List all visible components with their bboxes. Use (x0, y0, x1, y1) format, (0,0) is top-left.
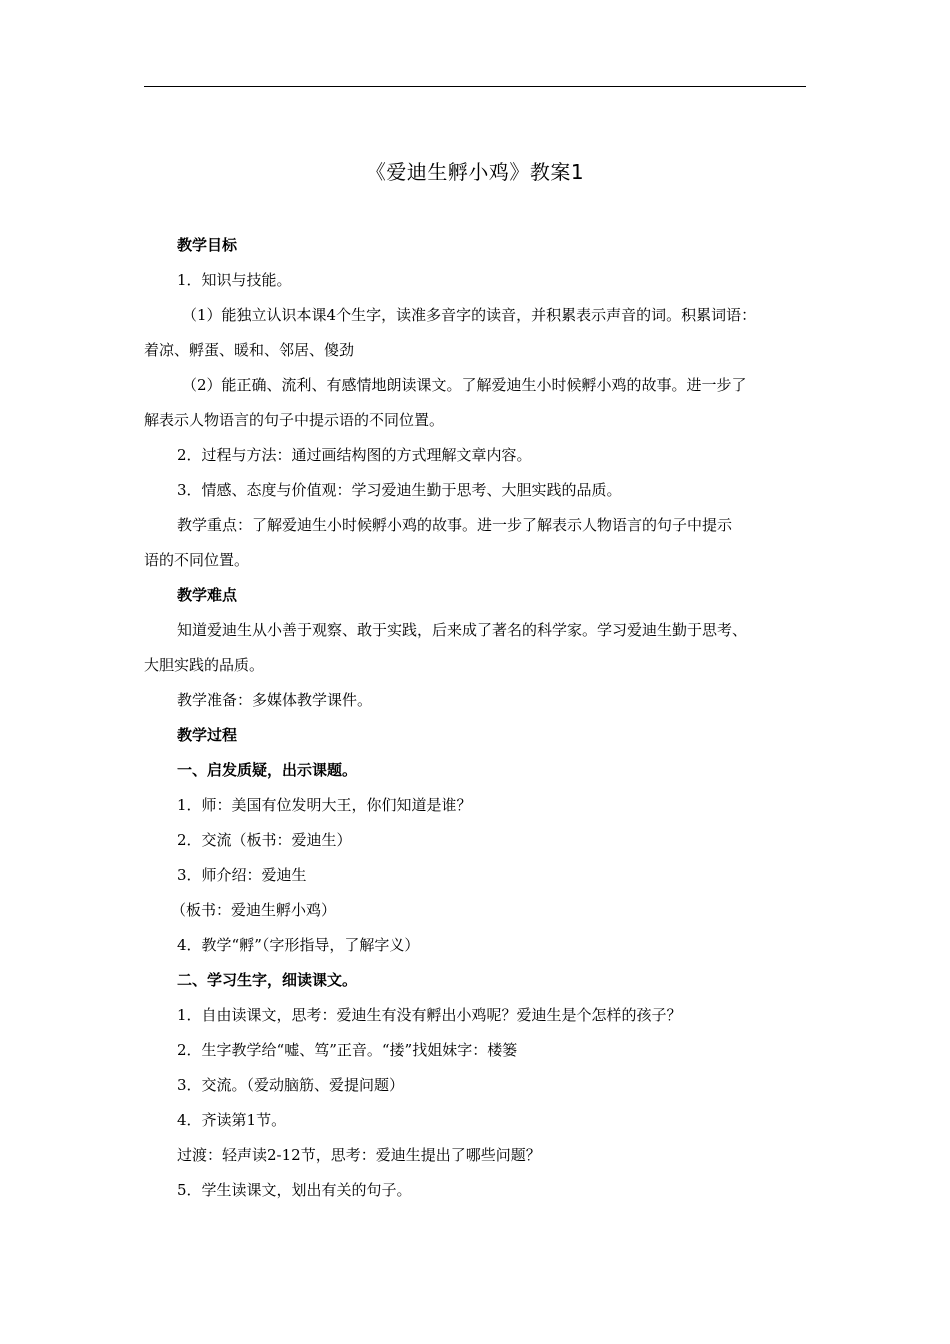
paragraph-line: 大胆实践的品质。 (144, 656, 265, 674)
paragraph-line: （2）能正确、流利、有感情地朗读课文。了解爱迪生小时候孵小鸡的故事。进一步了 (182, 376, 747, 394)
paragraph-line: 知道爱迪生从小善于观察、敢于实践，后来成了著名的科学家。学习爱迪生勤于思考、 (177, 621, 748, 639)
section-heading: 一、启发质疑，出示课题。 (177, 761, 358, 779)
paragraph-line: 1．师：美国有位发明大王，你们知道是谁？ (177, 796, 472, 814)
section-heading: 教学目标 (177, 236, 238, 254)
paragraph-line: 3．情感、态度与价值观：学习爱迪生勤于思考、大胆实践的品质。 (177, 481, 622, 499)
paragraph-line: 3．师介绍：爱迪生 (177, 866, 307, 884)
paragraph-line: 4．齐读第1节。 (177, 1111, 287, 1129)
paragraph-line: 3．交流。（爱动脑筋、爱提问题） (177, 1076, 405, 1094)
paragraph-line: （1）能独立认识本课4个生字，读准多音字的读音，并积累表示声音的词。积累词语： (182, 306, 757, 324)
paragraph-line: （板书：爱迪生孵小鸡） (171, 901, 337, 919)
paragraph-line: 着凉、孵蛋、暖和、邻居、傻劲 (144, 341, 355, 359)
paragraph-line: 1．自由读课文，思考：爱迪生有没有孵出小鸡呢？爱迪生是个怎样的孩子？ (177, 1006, 682, 1024)
paragraph-line: 5．学生读课文，划出有关的句子。 (177, 1181, 412, 1199)
paragraph-line: 2．生字教学给“嘘、笃”正音。“搂”找姐妹字：楼篓 (177, 1041, 518, 1059)
header-rule (144, 86, 806, 87)
paragraph-line: 教学准备：多媒体教学课件。 (177, 691, 373, 709)
paragraph-line: 教学重点：了解爱迪生小时候孵小鸡的故事。进一步了解表示人物语言的句子中提示 (177, 516, 733, 534)
paragraph-line: 2．过程与方法：通过画结构图的方式理解文章内容。 (177, 446, 532, 464)
paragraph-line: 1．知识与技能。 (177, 271, 292, 289)
paragraph-line: 2．交流（板书：爱迪生） (177, 831, 352, 849)
paragraph-line: 语的不同位置。 (144, 551, 250, 569)
paragraph-line: 4．教学“孵”（字形指导，了解字义） (177, 936, 420, 954)
section-heading: 教学难点 (177, 586, 238, 604)
section-heading: 教学过程 (177, 726, 238, 744)
document-body (144, 228, 806, 1208)
paragraph-line: 解表示人物语言的句子中提示语的不同位置。 (144, 411, 445, 429)
page-title: 《爱迪生孵小鸡》教案1 (365, 160, 585, 184)
paragraph-line: 过渡：轻声读2-12节，思考：爱迪生提出了哪些问题？ (177, 1146, 541, 1164)
section-heading: 二、学习生字，细读课文。 (177, 971, 358, 989)
